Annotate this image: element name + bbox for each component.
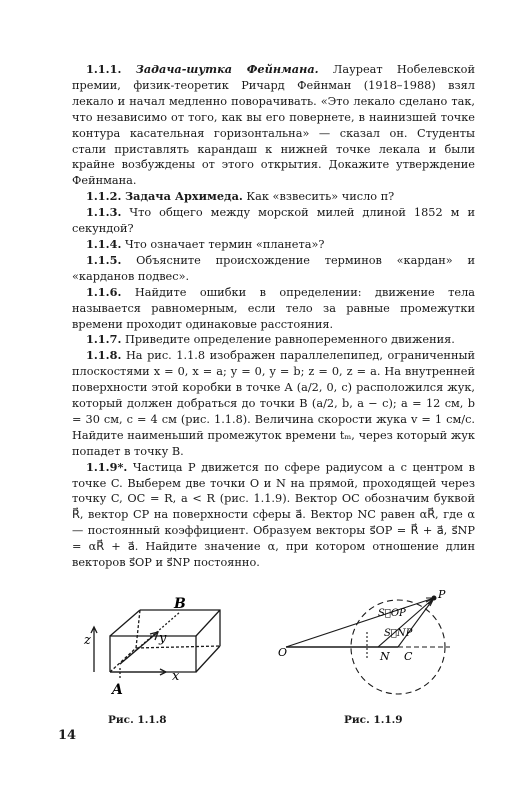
figure-1-1-8-caption: Рис. 1.1.8 [108,714,167,726]
point-b-label: B [174,596,186,612]
problem-text: Лауреат Нобелевской премии, физик-теоретик Ричард Фейнман (1918–1988) взял лекало и начал медленно поворачивать. «Это лекало сделано так, что независимо от того, как вы его повернете, в наинизшей точке контура касательная горизонтальна» — сказал он. Студенты стали приставлять карандаш к нижней точке лекала и были крайне возбуждены от этого открытия. Докажите утверждение Фейнмана. [72,63,475,188]
point-p-marker [432,596,437,601]
problem-1-1-2 [72,189,475,205]
parallelepiped-drawing [91,610,220,680]
problem-text: Объясните происхождение терминов «кардан» и «карданов подвес». [72,253,475,283]
point-c-label: C [404,650,413,663]
problem-1-1-4 [72,237,475,253]
problem-text: Как «взвесить» число π? [242,190,395,204]
problem-1-1-6 [72,285,475,333]
point-o-label: O [278,646,288,659]
problem-text: Частица P движется по сфере радиусом a с центром в точке C. Выберем две точки O и N на прямой, проходящей через точку C, OC = R, a < R (рис. 1.1.9). Вектор OC обозначим буквой R⃗, вектор CP на поверхности сферы a⃗. Вектор NC равен αR⃗, где α — постоянный коэффициент. Образуем векторы s⃗OP = R⃗ + a⃗, s⃗NP = αR⃗ + a⃗. Найдите значение α, при котором отношение длин векторов s⃗OP и s⃗NP постоянно. [72,460,475,570]
problem-number: 1.1.8. [86,348,122,363]
axis-y-label: y [159,631,167,646]
problem-1-1-7 [72,332,475,348]
problem-number: 1.1.3. [86,205,122,220]
problem-title: Задача-шутка Фейнмана. [135,62,319,76]
problem-text: На рис. 1.1.8 изображен параллелепипед, ограниченный плоскостями x = 0, x = a; y = 0, y = b; z = 0, z = a. На внутренней поверхности этой коробки в точке A (a/2, 0, c) расположился жук, который должен добраться до точки B (a/2, b, a − c); a = 12 см, b = 30 см, c = 4 см (рис. 1.1.8). Величина скорости жука v = 1 см/с. Найдите наименьший промежуток времени tₘ, через который жук попадет в точку B. [72,349,475,458]
problem-number: 1.1.7. [86,332,122,347]
vector-sop-label: S⃗OP [378,608,406,619]
problem-title: Задача Архимеда. [124,189,243,204]
problem-text: Что общего между морской милей длиной 1852 м и секундой? [72,206,475,236]
page-number: 14 [58,728,77,743]
sphere-drawing [286,598,450,694]
problem-1-1-9 [72,460,475,571]
problem-number: 1.1.4. [86,236,122,251]
problem-number: 1.1.9*. [86,459,128,474]
problem-number: 1.1.2. [86,189,122,204]
problem-1-1-5 [72,253,475,285]
axis-x-label: x [172,669,180,684]
point-p-label: P [438,588,446,601]
problem-text: Приведите определение равнопеременного движения. [121,333,455,347]
axis-z-label: z [84,633,91,648]
problem-number: 1.1.6. [86,284,122,299]
point-n-label: N [380,650,390,663]
problem-text: Найдите ошибки в определении: движение тела называется равномерным, если тело за равные промежутки времени проходит одинаковые расстояния. [72,285,475,331]
figure-1-1-9 [268,584,468,704]
figure-1-1-8 [78,588,228,700]
problem-1-1-8 [72,348,475,459]
point-a-label: A [112,682,123,698]
problem-number: 1.1.5. [86,252,122,267]
text-body [72,62,475,571]
vector-snp-label: S⃗NP [384,628,413,639]
problem-number: 1.1.1. [86,62,122,76]
problem-1-1-1 [72,62,475,189]
problem-1-1-3 [72,205,475,237]
problem-text: Что означает термин «планета»? [121,237,325,251]
figure-1-1-9-caption: Рис. 1.1.9 [344,714,403,726]
